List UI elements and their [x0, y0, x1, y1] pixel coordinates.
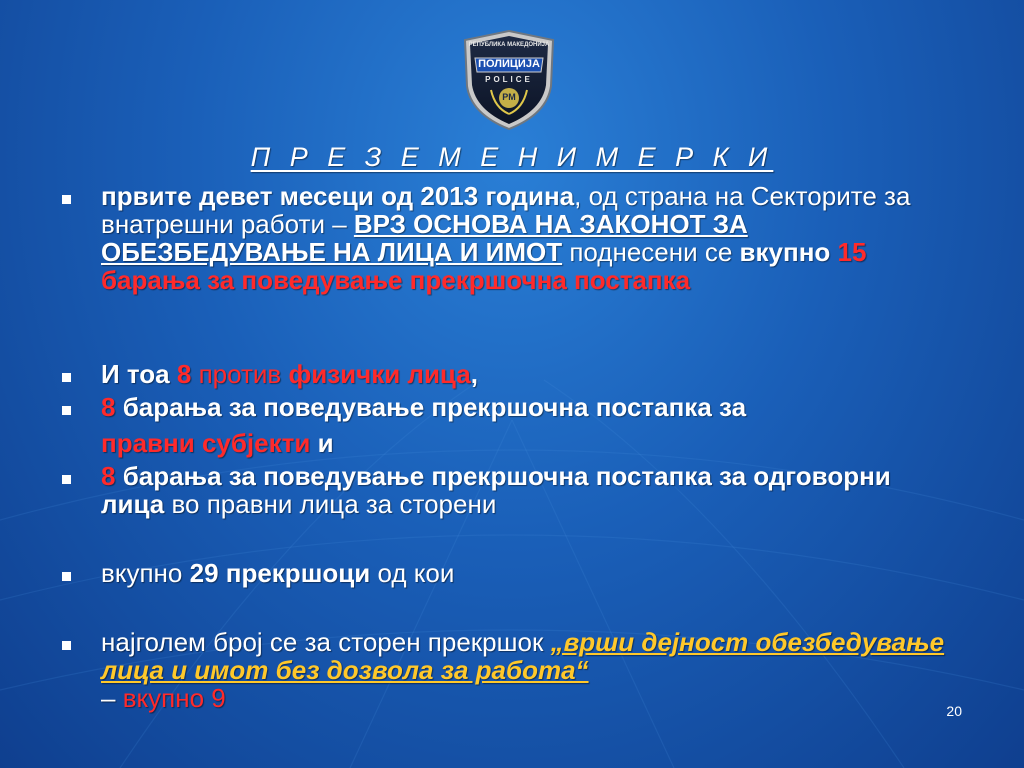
bullet-icon [62, 373, 71, 382]
list-item [101, 559, 961, 587]
item-text: вкупно [101, 558, 190, 588]
item-text: 8 [101, 392, 116, 422]
list-item [101, 393, 961, 421]
bullet-icon [62, 195, 71, 204]
bullet-icon [62, 406, 71, 415]
bullet-icon [62, 475, 71, 484]
item-text: првите девет месеци од 2013 година [101, 181, 575, 211]
item-text: физички лица [288, 359, 471, 389]
page-number: 20 [946, 703, 962, 719]
list-item [101, 360, 961, 388]
item-text: 29 прекршоци [189, 558, 371, 588]
item-text: правни субјекти [101, 428, 311, 458]
item-text: најголем број се за сторен прекршок [101, 627, 551, 657]
item-text: И тоа [101, 359, 177, 389]
item-text: во правни лица за сторени [164, 489, 497, 519]
item-text: 8 [101, 461, 116, 491]
slide-heading: П Р Е З Е М Е Н И М Е Р К И [250, 142, 774, 172]
item-text: и [310, 428, 334, 458]
item-text: , [470, 359, 478, 389]
item-text: вкупно 9 [122, 683, 226, 713]
item-text: „врши дејност обезбедување лица и имот без дозвола за работа“ [101, 627, 945, 685]
list-item-continuation [101, 429, 961, 457]
badge-monogram: PM [502, 92, 516, 102]
badge-top-text: РЕПУБЛИКА МАКЕДОНИЈА [468, 42, 550, 48]
item-text: барања за поведување прекршочна постапка за [115, 392, 747, 422]
item-text: 15 барања за поведување прекршочна постапка [101, 237, 867, 295]
list-item [101, 628, 961, 712]
list-item [101, 462, 961, 518]
item-text: – [101, 683, 123, 713]
badge-line2: POLICE [485, 75, 533, 84]
bullet-icon [62, 572, 71, 581]
item-text: 8 [176, 359, 192, 389]
item-text: , од страна на Секторите за внатрешни работи – [101, 181, 911, 239]
bullet-icon [62, 641, 71, 650]
item-text: вкупно [739, 237, 831, 267]
item-text: против [191, 359, 289, 389]
item-text: барања за поведување прекршочна постапка за одговорни лица [101, 461, 891, 519]
item-text: ВРЗ ОСНОВА НА ЗАКОНОТ ЗА ОБЕЗБЕДУВАЊЕ НА ЛИЦА И ИМОТ [101, 209, 748, 267]
item-text: од кои [370, 558, 455, 588]
badge-line1: ПОЛИЦИЈА [478, 58, 540, 70]
item-text: поднесени се [562, 237, 740, 267]
police-badge [461, 28, 557, 132]
list-item [101, 182, 961, 294]
